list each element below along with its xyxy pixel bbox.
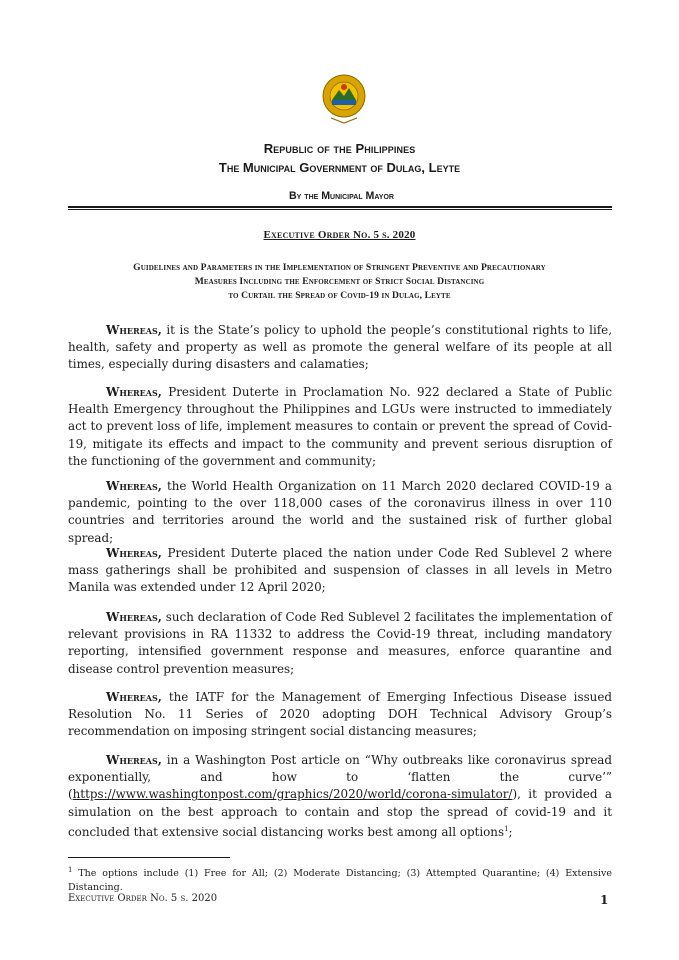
paragraph-text: in a Washington Post article on “Why outbreaks like coronavirus spread exponentially, and how to ‘flatten the curve’” (	[68, 753, 612, 802]
guidelines-line-2: Measures Including the Enforcement of Strict Social Distancing	[194, 276, 485, 287]
paragraph-text: President Duterte in Proclamation No. 922 declared a State of Public Health Emergency throughout the Philippines and LGUs were instructed to immediately act to prevent loss of life, implement measures to contain or prevent the spread of Covid-19, mitigate its effects and impact to the community and prevent serious disruption of the functioning of the government and community;	[68, 385, 612, 468]
order-title: Executive Order No. 5 s. 2020	[263, 229, 416, 241]
whereas-paragraph-washington-post	[68, 752, 612, 841]
header-divider-thin	[68, 209, 612, 210]
municipal-government-heading: The Municipal Government of Dulag, Leyte	[218, 160, 461, 175]
whereas-paragraph	[68, 322, 612, 374]
page-number: 1	[600, 893, 609, 907]
footnote	[68, 863, 612, 895]
paragraph-text: President Duterte placed the nation under Code Red Sublevel 2 where mass gatherings shall be prohibited and suspension of classes in all levels in Metro Manila was extended under 12 April 2020;	[68, 546, 612, 595]
whereas-lead: Whereas,	[106, 479, 162, 493]
republic-heading: Republic of the Philippines	[263, 141, 416, 156]
guidelines-line-3: to Curtail the Spread of Covid-19 in Dulag, Leyte	[228, 290, 451, 301]
whereas-paragraph	[68, 545, 612, 597]
paragraph-text: ), it provided a simulation on the best approach to contain and stop the spread of covid-19 and it concluded that extensive social distancing works best among all options	[68, 787, 612, 839]
washington-post-link[interactable]: https://www.washingtonpost.com/graphics/2020/world/corona-simulator/	[72, 787, 513, 802]
paragraph-end: ;	[508, 824, 513, 839]
whereas-paragraph	[68, 689, 612, 741]
footnote-mark: 1	[68, 866, 73, 874]
footnote-reference[interactable]: 1	[504, 824, 509, 833]
footer-label: Executive Order No. 5 s. 2020	[68, 893, 218, 904]
whereas-paragraph	[68, 478, 612, 547]
whereas-lead: Whereas,	[106, 323, 162, 337]
whereas-paragraph	[68, 609, 612, 678]
whereas-lead: Whereas,	[106, 546, 162, 560]
by-mayor-heading: By the Municipal Mayor	[289, 190, 394, 202]
footnote-text: The options include (1) Free for All; (2) Moderate Distancing; (3) Attempted Quarantine; (4) Extensive Distancing.	[68, 868, 612, 894]
whereas-lead: Whereas,	[106, 753, 162, 767]
paragraph-text: such declaration of Code Red Sublevel 2 facilitates the implementation of relevant provisions in RA 11332 to address the Covid-19 threat, including mandatory reporting, intensified government response and measures, enforce quarantine and disease control prevention measures;	[68, 610, 612, 676]
whereas-lead: Whereas,	[106, 385, 162, 399]
whereas-lead: Whereas,	[106, 690, 162, 704]
municipal-seal-logo	[321, 70, 367, 126]
guidelines-line-1: Guidelines and Parameters in the Implementation of Stringent Preventive and Precautionary	[133, 262, 546, 273]
paragraph-text: it is the State’s policy to uphold the people’s constitutional rights to life, health, safety and property as well as promote the general welfare of its people at all times, especially during disasters and calamaties;	[68, 323, 612, 372]
header-divider	[68, 206, 612, 208]
footnote-divider	[68, 857, 230, 858]
paragraph-text: the World Health Organization on 11 March 2020 declared COVID-19 a pandemic, pointing to the over 118,000 cases of the coronavirus illness in over 110 countries and territories around the world and the sustained risk of further global spread;	[68, 479, 612, 545]
paragraph-text: the IATF for the Management of Emerging Infectious Disease issued Resolution No. 11 Series of 2020 adopting DOH Technical Advisory Group’s recommendation on imposing stringent social distancing measures;	[68, 690, 612, 739]
whereas-paragraph	[68, 384, 612, 470]
whereas-lead: Whereas,	[106, 610, 162, 624]
